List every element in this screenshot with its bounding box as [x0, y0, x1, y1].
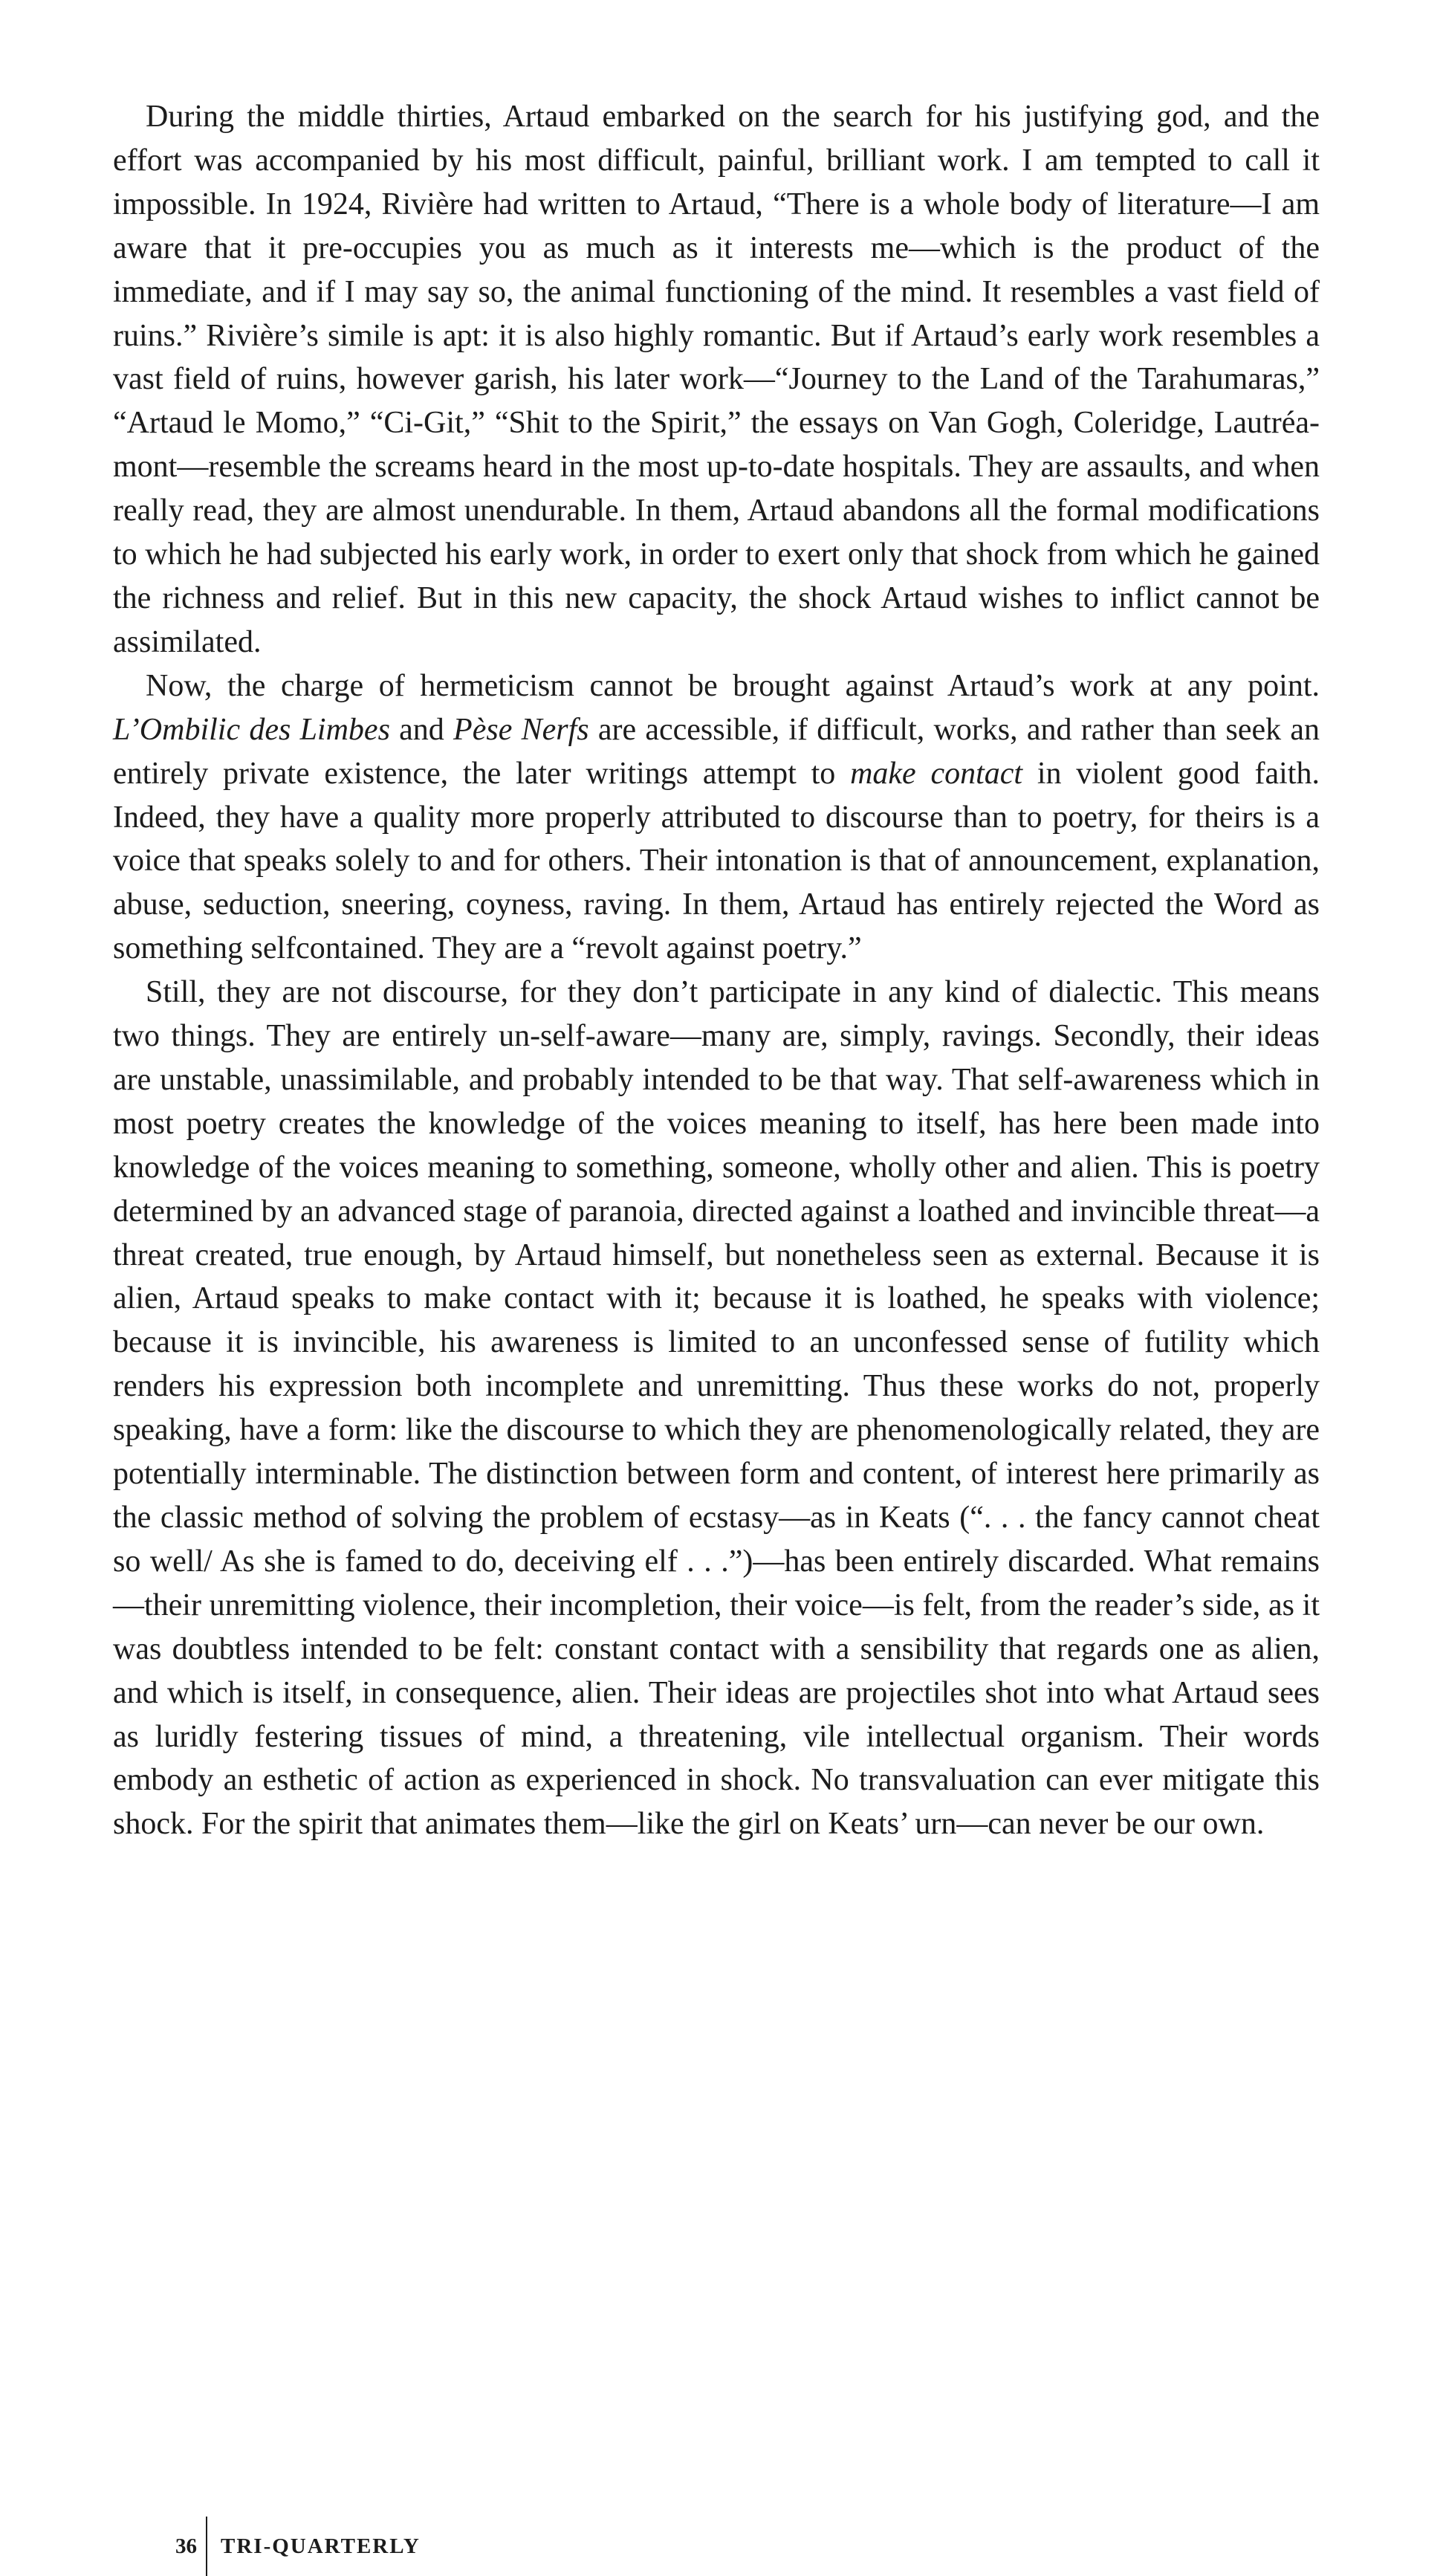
- book-title-pese-nerfs: Pèse Nerfs: [453, 712, 589, 747]
- paragraph-2-text-b: and: [389, 712, 454, 747]
- paragraph-1-text: During the middle thirties, Artaud embarked on the search for his justifying god, and the effort was accompanied by his most difficult, painful, brilliant work. I am tempted to call it impossible. In 1924, Rivière had written to Artaud, “There is a whole body of literature—I am aware that it pre-occupies you as much as it interests me—which is the product of the immediate, and if I may say so, the animal functioning of the mind. It resembles a vast field of ruins.” Rivière’s simile is apt: it is also highly romantic. But if Artaud’s early work resembles a vast field of ruins, however garish, his later work—“Journey to the Land of the Tarahumaras,” “Artaud le Momo,” “Ci-Git,” “Shit to the Spirit,” the essays on Van Gogh, Coleridge, Lautréamont—resemble the screams heard in the most up-to-date hospitals. They are assaults, and when really read, they are almost unendurable. In them, Artaud abandons all the formal modifications to which he had subjected his early work, in order to exert only that shock from which he gained the richness and relief. But in this new capacity, the shock Artaud wishes to inflict cannot be assimilated.: [113, 100, 1320, 659]
- paragraph-2-text-a: Now, the charge of hermeticism cannot be brought against Artaud’s work at any point.: [146, 668, 1320, 703]
- journal-name: TRI-QUARTERLY: [221, 2534, 421, 2558]
- paragraph-3: [113, 971, 1320, 1846]
- paragraph-2-text-c: are accessible, if difficult, works, and rather than seek an entirely private existence, the later writings attempt to: [113, 712, 1320, 791]
- book-title-ombilic: L’Ombilic des Limbes: [113, 712, 390, 747]
- page-number: 36: [175, 2534, 197, 2558]
- paragraph-1: [113, 95, 1320, 664]
- emphasis-make-contact: make contact: [850, 756, 1023, 791]
- article-body: [113, 95, 1320, 1846]
- page-footer: [175, 2517, 421, 2576]
- footer-divider: [206, 2517, 207, 2576]
- paragraph-2: [113, 664, 1320, 971]
- paragraph-2-text-d: in violent good faith. Indeed, they have a quality more properly attributed to discourse than to poetry, for theirs is a voice that speaks solely to and for others. Their intonation is that of announcement, explanation, abuse, seduction, sneering, coyness, raving. In them, Artaud has entirely rejected the Word as something selfcontained. They are a “revolt against poetry.”: [113, 756, 1320, 966]
- paragraph-3-text: Still, they are not discourse, for they don’t participate in any kind of dialectic. This means two things. They are entirely un-self-aware—many are, simply, ravings. Secondly, their ideas are unstable, unassimilable, and probably intended to be that way. That self-awareness which in most poetry creates the knowledge of the voices meaning to itself, has here been made into knowledge of the voices meaning to something, someone, wholly other and alien. This is poetry determined by an advanced stage of paranoia, directed against a loathed and invincible threat—a threat created, true enough, by Artaud himself, but nonetheless seen as external. Because it is alien, Artaud speaks to make contact with it; because it is loathed, he speaks with violence; because it is invincible, his awareness is limited to an unconfessed sense of futility which renders his expression both incomplete and unremitting. Thus these works do not, properly speaking, have a form: like the discourse to which they are phenomenologically related, they are potentially interminable. The distinction between form and content, of interest here primarily as the classic method of solving the problem of ecstasy—as in Keats (“. . . the fancy cannot cheat so well/ As she is famed to do, deceiving elf . . .”)—has been entirely discarded. What remains—their unremitting violence, their incompletion, their voice—is felt, from the reader’s side, as it was doubtless intended to be felt: constant contact with a sensibility that regards one as alien, and which is itself, in consequence, alien. Their ideas are projectiles shot into what Artaud sees as luridly festering tissues of mind, a threatening, vile intellectual organism. Their words embody an esthetic of action as experienced in shock. No transvaluation can ever mitigate this shock. For the spirit that animates them—like the girl on Keats’ urn—can never be our own.: [113, 975, 1320, 1842]
